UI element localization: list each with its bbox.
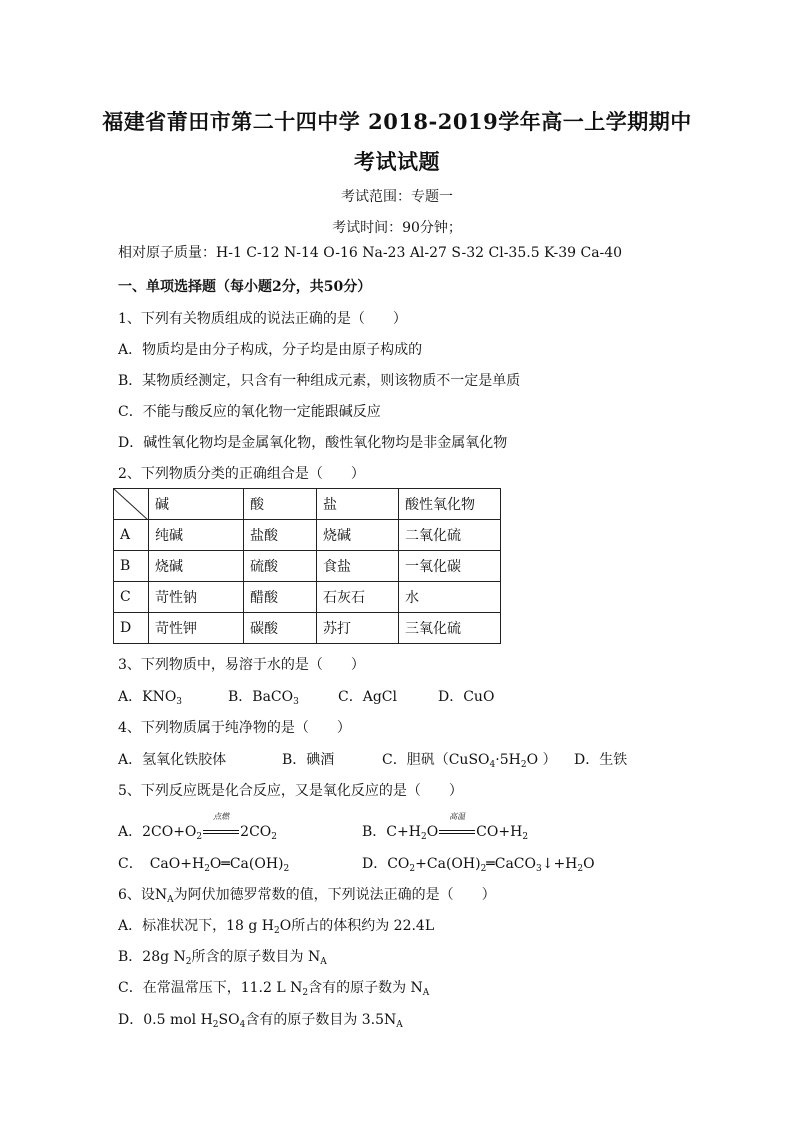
section-heading: 一、单项选择题（每小题2分，共50分） [118, 279, 372, 295]
exam-time: 考试时间：90分钟； [332, 220, 462, 236]
q1-option-c: C．不能与酸反应的氧化物一定能跟碱反应 [118, 404, 381, 420]
table-cell: 苏打 [317, 613, 399, 644]
q2-stem: 2、下列物质分类的正确组合是（ ） [118, 466, 365, 482]
q5-option-b: B．$C+H_2O$ 高温 $CO+H_2$ [362, 812, 529, 842]
q1-option-a: A．物质均是由分子构成，分子均是由原子构成的 [118, 342, 423, 358]
q4-option-a: A．氢氧化铁胶体 [118, 752, 227, 768]
q5-option-d: D．$CO_2+Ca(OH)_2═CaCO_3↓+H_2O$ [362, 856, 595, 874]
q4-option-c: C．胆矾（$CuSO_4\cdot 5H_2O$ ） [382, 752, 557, 770]
table-cell: 二氧化硫 [399, 520, 501, 551]
q1-option-b: B．某物质经测定，只含有一种组成元素，则该物质不一定是单质 [118, 373, 521, 389]
q1-option-d: D．碱性氧化物均是金属氧化物，酸性氧化物均是非金属氧化物 [118, 435, 508, 451]
q4-stem: 4、下列物质属于纯净物的是（ ） [118, 720, 351, 736]
table-cell: 硫酸 [244, 551, 317, 582]
table-row [114, 551, 501, 582]
row-label: B [114, 551, 149, 582]
q6-option-c: C．在常温常压下，11.2 L $N_2$含有的原子数为 $N_A$ [118, 980, 430, 998]
header-cell: 碱 [149, 489, 244, 520]
condition-label: 点燃 [213, 812, 230, 821]
table-cell: 烧碱 [149, 551, 244, 582]
table-cell: 烧碱 [317, 520, 399, 551]
q3-option-d: D．CuO [438, 689, 495, 705]
double-line-icon [439, 830, 475, 834]
q3-option-c: C．AgCl [338, 689, 397, 705]
q6-option-b: B．28g $N_2$所含的原子数目为 $N_A$ [118, 949, 327, 967]
table-cell: 苛性钾 [149, 613, 244, 644]
table-row [114, 520, 501, 551]
header-cell: 酸 [244, 489, 317, 520]
row-label: D [114, 613, 149, 644]
q3-options [118, 686, 494, 706]
table-cell: 三氧化硫 [399, 613, 501, 644]
q4-options [118, 749, 627, 769]
table-row [114, 613, 501, 644]
q3-stem: 3、下列物质中，易溶于水的是（ ） [118, 657, 365, 673]
table-row [114, 582, 501, 613]
exam-scope: 考试范围：专题一 [341, 189, 453, 205]
header-cell: 盐 [317, 489, 399, 520]
diagonal-line-icon [114, 489, 148, 520]
classification-table [113, 488, 501, 644]
q5-options-cd [118, 853, 595, 873]
q6-option-a: A．标准状况下，18 g $H_2O$所占的体积约为 22.4L [118, 918, 435, 936]
table-header-row [114, 489, 501, 520]
q5-option-a: A．$2CO+O_2$ 点燃 $2CO_2$ [118, 812, 277, 842]
q6-stem: 6、设$N_A$为阿伏加德罗常数的值，下列说法正确的是（ ） [118, 887, 496, 905]
q6-option-d: D．0.5 mol $H_2SO_4$含有的原子数目为 $3.5N_A$ [118, 1012, 403, 1030]
row-label: C [114, 582, 149, 613]
condition-label: 高温 [449, 812, 466, 821]
table-cell: 苛性钠 [149, 582, 244, 613]
atomic-mass-line: 相对原子质量：H-1 C-12 N-14 O-16 Na-23 Al-27 S-32 Cl-35.5 K-39 Ca-40 [118, 245, 623, 261]
exam-title-line2: 考试试题 [354, 149, 440, 174]
q3-option-a: A．$KNO_3$ [118, 689, 183, 707]
diagonal-corner-cell [114, 489, 149, 520]
double-line-icon [203, 830, 239, 834]
q5-stem: 5、下列反应既是化合反应，又是氧化反应的是（ ） [118, 783, 463, 799]
table-cell: 食盐 [317, 551, 399, 582]
table-cell: 碳酸 [244, 613, 317, 644]
q5-option-c: C． $CaO+H_2O═Ca(OH)_2$ [118, 856, 290, 874]
q3-option-b: B．BaCO$_3$ [228, 689, 299, 707]
table-cell: 纯碱 [149, 520, 244, 551]
table-cell: 一氧化碳 [399, 551, 501, 582]
table-cell: 石灰石 [317, 582, 399, 613]
header-cell: 酸性氧化物 [399, 489, 501, 520]
row-label: A [114, 520, 149, 551]
table-cell: 水 [399, 582, 501, 613]
q1-stem: 1、下列有关物质组成的说法正确的是（ ） [118, 311, 407, 327]
table-cell: 醋酸 [244, 582, 317, 613]
q4-option-b: B．碘酒 [282, 752, 335, 768]
q4-option-d: D．生铁 [574, 752, 628, 768]
exam-title-line1: 福建省莆田市第二十四中学 2018-2019学年高一上学期期中 [102, 109, 692, 134]
table-cell: 盐酸 [244, 520, 317, 551]
q5-options-ab [118, 812, 529, 842]
